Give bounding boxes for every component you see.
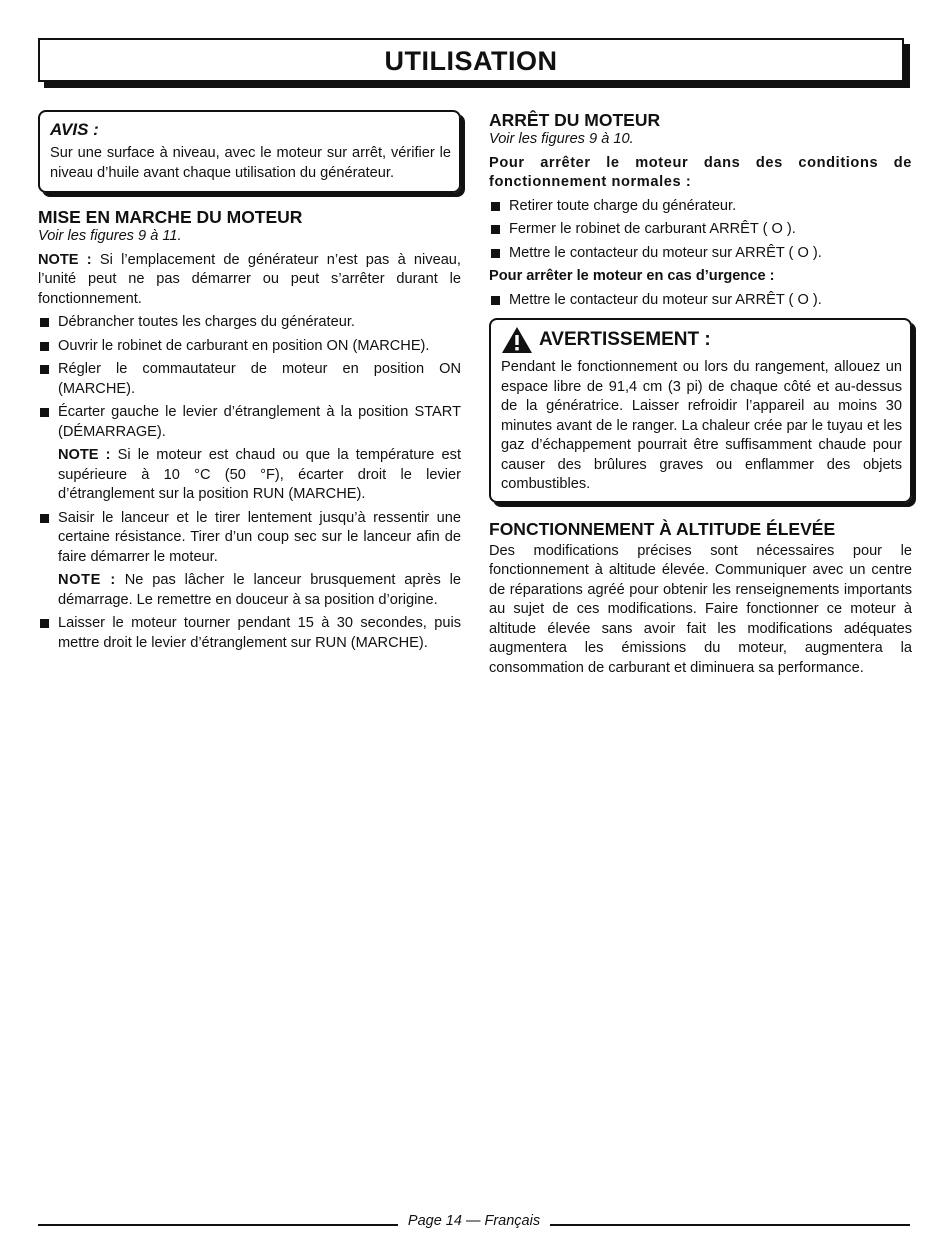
mise-en-marche-steps — [38, 313, 461, 442]
note-text: Ne pas lâcher le lanceur brusquement après le démarrage. Le remettre en douceur à sa position d’origine. — [58, 572, 462, 608]
warning-triangle-icon — [501, 326, 533, 354]
list-item: Mettre le contacteur du moteur sur ARRÊT ( O ). — [489, 291, 912, 311]
page-title: UTILISATION — [384, 46, 558, 76]
list-item: Retirer toute charge du générateur. — [489, 197, 912, 217]
avis-box — [38, 110, 461, 193]
footer-page-label: Page 14 — Français — [398, 1213, 550, 1229]
arret-urgence-label: Pour arrêter le moteur en cas d’urgence : — [489, 268, 775, 284]
page-title-box — [38, 38, 904, 82]
arret-normal-steps — [489, 197, 912, 264]
avertissement-box — [489, 318, 912, 503]
note-lanceur — [38, 571, 461, 610]
avis-text: Sur une surface à niveau, avec le moteur sur arrêt, vérifier le niveau d’huile avant chaque utilisation du générateur. — [50, 145, 451, 181]
mise-en-marche-note — [38, 251, 461, 310]
arret-normal-label: Pour arrêter le moteur dans des conditions de fonctionnement normales : — [489, 154, 912, 190]
avertissement-header — [501, 326, 902, 354]
mise-en-marche-ref: Voir les figures 9 à 11. — [38, 228, 182, 244]
altitude-text: Des modifications précises sont nécessaires pour le fonctionnement à altitude élevée. Communiquer avec un centre de réparations agréé pour obtenir les renseignements importants au sujet de ces modifications. Faire fonctionner ce moteur à altitude élevée sans avoir fait les modifications adéquates augmentera les émissions du moteur, augmentera la consommation de carburant et diminuera sa performance. — [489, 542, 912, 676]
mise-en-marche-steps-3 — [38, 614, 461, 653]
arret-ref: Voir les figures 9 à 10. — [489, 131, 634, 147]
arret-urgence-steps — [489, 291, 912, 311]
avis-title: AVIS : — [50, 120, 99, 139]
note-label: NOTE : — [58, 447, 111, 463]
page-footer — [38, 1212, 910, 1234]
altitude-heading: FONCTIONNEMENT À ALTITUDE ÉLEVÉE — [489, 518, 836, 539]
list-item: Régler le commautateur de moteur en position ON (MARCHE). — [38, 360, 461, 399]
list-item: Débrancher toutes les charges du générateur. — [38, 313, 461, 333]
note-text: Si le moteur est chaud ou que la température est supérieure à 10 °C (50 °F), écarter droit le levier d’étranglement sur la position RUN (MARCHE). — [58, 447, 461, 502]
right-column — [489, 110, 912, 682]
footer-text-wrap — [38, 1212, 910, 1232]
note-choke — [38, 446, 461, 505]
list-item: Saisir le lanceur et le tirer lentement jusqu’à ressentir une certaine résistance. Tirer d’un coup sec sur le lanceur afin de faire démarrer le moteur. — [38, 509, 461, 568]
list-item: Laisser le moteur tourner pendant 15 à 30 secondes, puis mettre droit le levier d’étranglement sur RUN (MARCHE). — [38, 614, 461, 653]
mise-en-marche-heading: MISE EN MARCHE DU MOTEUR — [38, 207, 303, 227]
note-label: NOTE : — [58, 572, 116, 588]
list-item: Écarter gauche le levier d’étranglement à la position START (DÉMARRAGE). — [38, 403, 461, 442]
arret-heading: ARRÊT DU MOTEUR — [489, 110, 661, 130]
note-text: Si l’emplacement de générateur n’est pas à niveau, l’unité peut ne pas démarrer ou peut s’arrêter durant le fonctionnement. — [38, 251, 461, 307]
list-item: Mettre le contacteur du moteur sur ARRÊT ( O ). — [489, 244, 912, 264]
list-item: Fermer le robinet de carburant ARRÊT ( O ). — [489, 220, 912, 240]
avertissement-text: Pendant le fonctionnement ou lors du rangement, allouez un espace libre de 91,4 cm (3 pi) de chaque côté et au-dessus de la génératrice. Laisser refroidir l’appareil au moins 30 minutes avant de le ranger. La chaleur crée par le tuyau et les gaz d’échappement pourrait être suffisamment chaude pour causer des brûlures graves ou enflammer des objets combustibles. — [501, 359, 902, 492]
avertissement-title: AVERTISSEMENT : — [539, 329, 711, 350]
list-item: Ouvrir le robinet de carburant en position ON (MARCHE). — [38, 337, 461, 357]
left-column — [38, 110, 461, 657]
note-label: NOTE : — [38, 251, 92, 268]
mise-en-marche-steps-2 — [38, 509, 461, 568]
